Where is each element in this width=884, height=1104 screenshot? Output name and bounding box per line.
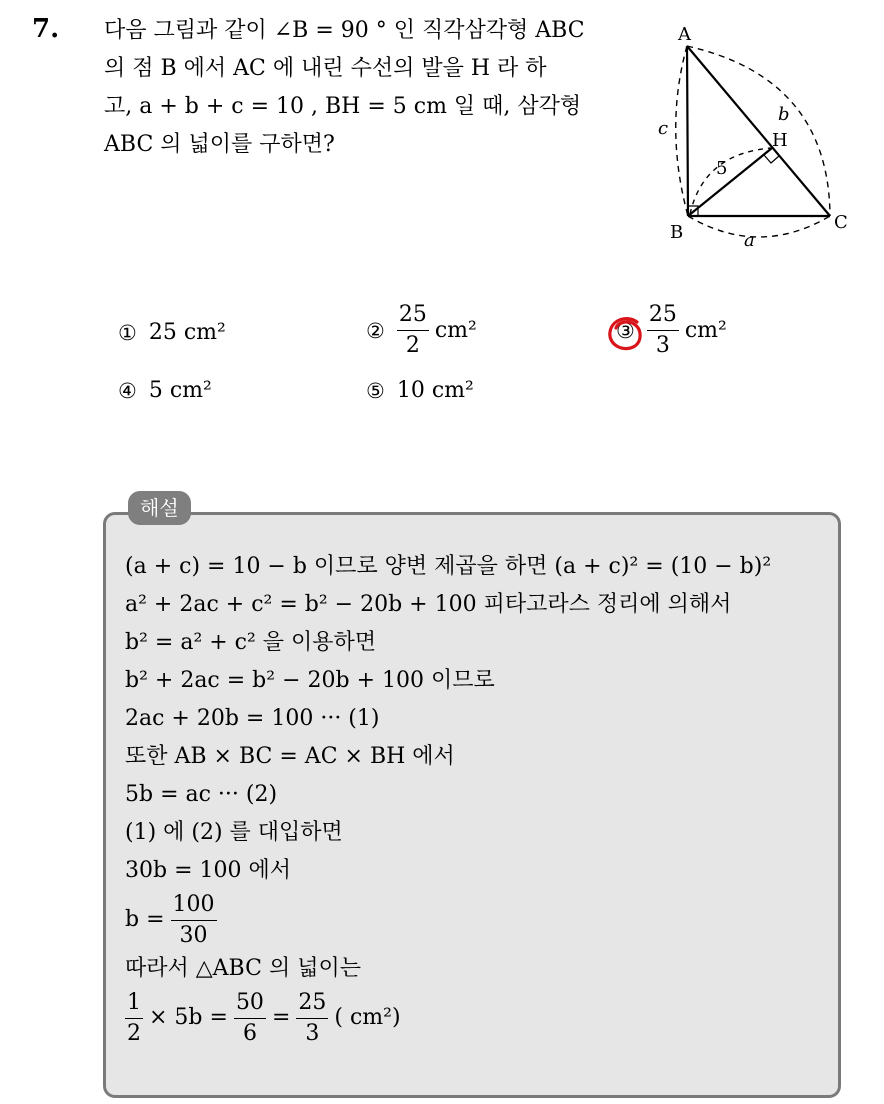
label-C: C bbox=[834, 212, 848, 233]
question-number: 7. bbox=[32, 14, 60, 44]
fraction-denominator: 3 bbox=[655, 333, 670, 358]
solution-line-4: b² + 2ac = b² − 20b + 100 이므로 bbox=[125, 668, 495, 693]
choice-3-fraction bbox=[647, 304, 679, 357]
choice-2-fraction bbox=[397, 304, 429, 357]
side-AC bbox=[687, 46, 830, 216]
solution-line-1: (a + c) = 10 − b 이므로 양변 제곱을 하면 (a + c)² = (10 − b)² bbox=[125, 554, 772, 579]
b-fraction bbox=[171, 891, 217, 948]
question-line-4: ABC 의 넓이를 구하면? bbox=[104, 132, 335, 157]
choice-3-number: ③ bbox=[616, 318, 635, 343]
label-5: 5 bbox=[716, 158, 728, 179]
question-line-2: 의 점 B 에서 AC 에 내린 수선의 발을 H 라 하 bbox=[104, 56, 547, 81]
label-B: B bbox=[670, 222, 684, 243]
final-mid: × 5b = bbox=[149, 1005, 228, 1030]
solution-line-8: (1) 에 (2) 를 대입하면 bbox=[125, 820, 343, 845]
solution-line-5: 2ac + 20b = 100 ··· (1) bbox=[125, 706, 380, 731]
solution-line-6: 또한 AB × BC = AC × BH 에서 bbox=[125, 744, 455, 769]
fraction-numerator: 100 bbox=[171, 894, 217, 921]
fraction-numerator: 50 bbox=[234, 992, 266, 1019]
choice-4-number: ④ bbox=[118, 378, 137, 403]
final-fraction-1 bbox=[125, 989, 143, 1046]
triangle-figure bbox=[654, 18, 864, 258]
question-line-3: 고, a + b + c = 10 , BH = 5 cm 일 때, 삼각형 bbox=[104, 94, 582, 119]
b-lhs: b = bbox=[125, 907, 165, 932]
choice-4-text: 5 cm² bbox=[148, 378, 212, 403]
choice-4[interactable] bbox=[118, 378, 212, 403]
choice-5-text: 10 cm² bbox=[396, 378, 474, 403]
label-b: b bbox=[778, 104, 790, 125]
solution-b-value bbox=[125, 890, 835, 950]
label-c: c bbox=[658, 118, 669, 139]
label-A: A bbox=[678, 24, 691, 45]
choice-3-unit: cm² bbox=[684, 318, 727, 343]
choice-5[interactable] bbox=[366, 378, 474, 403]
arc-a bbox=[688, 216, 830, 237]
solution-content bbox=[125, 548, 835, 1048]
final-unit: ( cm²) bbox=[334, 1005, 401, 1030]
choice-2-number: ② bbox=[366, 318, 385, 343]
solution-line-3: b² = a² + c² 을 이용하면 bbox=[125, 630, 377, 655]
label-H: H bbox=[772, 130, 788, 151]
label-a: a bbox=[744, 230, 755, 251]
question-text bbox=[104, 12, 634, 164]
solution-line-9: 30b = 100 에서 bbox=[125, 858, 291, 883]
choice-1[interactable] bbox=[118, 320, 226, 345]
fraction-denominator: 2 bbox=[127, 1020, 141, 1046]
answer-circle-mark bbox=[604, 313, 646, 355]
fraction-numerator: 25 bbox=[296, 992, 328, 1019]
final-fraction-3 bbox=[296, 989, 328, 1046]
question-line-1: 다음 그림과 같이 ∠B = 90 ° 인 직각삼각형 ABC bbox=[104, 18, 585, 43]
final-fraction-2 bbox=[234, 989, 266, 1046]
side-AB bbox=[687, 46, 688, 216]
choice-2[interactable] bbox=[366, 304, 477, 357]
solution-final bbox=[125, 988, 835, 1048]
fraction-denominator: 3 bbox=[305, 1020, 320, 1046]
final-equals: = bbox=[271, 1005, 291, 1030]
fraction-denominator: 30 bbox=[179, 922, 208, 948]
fraction-denominator: 2 bbox=[405, 333, 420, 358]
fraction-numerator: 25 bbox=[397, 304, 429, 331]
fraction-numerator: 1 bbox=[125, 992, 143, 1019]
solution-line-2: a² + 2ac + c² = b² − 20b + 100 피타고라스 정리에 의해서 bbox=[125, 592, 732, 617]
choice-1-text: 25 cm² bbox=[148, 320, 226, 345]
fraction-denominator: 6 bbox=[242, 1020, 257, 1046]
right-angle-H bbox=[764, 155, 779, 163]
choice-5-number: ⑤ bbox=[366, 378, 385, 403]
solution-line-7: 5b = ac ··· (2) bbox=[125, 782, 278, 807]
solution-tag: 해설 bbox=[128, 491, 191, 525]
solution-conclusion: 따라서 △ABC 의 넓이는 bbox=[125, 956, 361, 981]
choice-2-unit: cm² bbox=[434, 318, 477, 343]
fraction-numerator: 25 bbox=[647, 304, 679, 331]
choice-1-number: ① bbox=[118, 320, 137, 345]
